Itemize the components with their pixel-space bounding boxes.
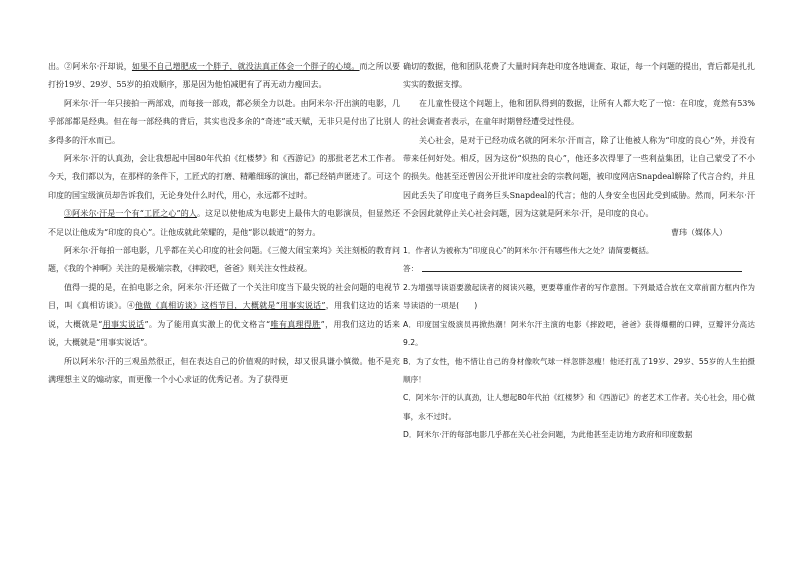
paragraph: 关心社会，是对于已经功成名就的阿米尔·汗而言，除了让他被人称为“印度的良心”外，并没有带来任何好处。相反，因为这份“炽热的良心”，他还多次得罪了一些利益集团，让自己蒙受了不小的损失。他甚至还曾因公开批评印度社会的宗教问题，被印度网店Snapdeal解除了代言合约，并且因此丢失了印度电子商务巨头Snapdeal的代言；他的人身安全也因此受到威胁。然而，阿米尔·汗不会因此就停止关心社会问题，因为这就是阿米尔·汗，是印度的良心。 <box>403 135 755 219</box>
option-d: D．阿米尔·汗的每部电影几乎都在关心社会问题，为此他甚至走访地方政府和印度数据 <box>403 430 693 440</box>
question-2: 2.为增强导读语要激起读者的阅读兴趣，更要尊重作者的写作意图。下列最适合放在文章前面方框内作为导读语的一项是( ) <box>403 282 755 311</box>
author-signature: 曹玮（媒体人） <box>671 227 727 237</box>
paragraph: 确切的数据，他和团队花费了大量时间奔赴印度各地调查、取证，每一个问题的提出，背后都是扎扎实实的数据支撑。 <box>403 62 755 90</box>
option-b: B．为了女性，他不惜让自己的身材像吹气球一样忽胖忽瘦！他还打乱了19岁、29岁、55岁的人生拍摄顺序！ <box>403 356 755 384</box>
paragraph: 值得一提的是，在拍电影之余，阿米尔·汗还做了一个关注印度当下最尖锐的社会问题的电视节目，叫《真相访谈》。④他做《真相访谈》这档节目，大概就是“用事实说话”，用我们这边的话来说，大概就是“用事实说话”。为了能用真实激上的优文格言“唯有真理得胜”，用我们这边的话来说，大概就是“用事实说话”。 <box>48 282 401 348</box>
paragraph: 所以阿米尔·汗的三观虽然很正，但在表达自己的价值观的时候，却又很具谦小慎微。他不是充满理想主义的煽动家，而更像一个小心求证的优秀记者。为了获得更 <box>48 356 400 384</box>
paragraph: 出。②阿米尔·汗却说，如果不自己增肥成一个胖子，就没法真正体会一个胖子的心境。而之所以要打扮19岁、29岁、55岁的拍戏顺序，那是因为他怕减肥有了再无动力瘦回去。 <box>48 62 401 90</box>
answer-blank[interactable] <box>422 262 742 272</box>
underlined-text: ③阿米尔·汗是一个有“工匠之心”的人 <box>64 209 197 219</box>
paragraph: 在儿童性侵这个问题上，他和团队得到的数据，让所有人都大吃了一惊：在印度，竟然有53%的社会调查者表示，在童年时期曾经遭受过性侵。 <box>403 98 755 127</box>
underlined-text: 用事实说话 <box>102 319 145 329</box>
underlined-text: 他做《真相访谈》这档节目，大概就是“用事实说话” <box>135 301 326 311</box>
paragraph: ③阿米尔·汗是一个有“工匠之心”的人。这足以使他成为电影史上最伟大的电影演员，但显然还不足以让他成为“印度的良心”。让他成就此荣耀的，是他“影以载道”的努力。 <box>48 209 400 237</box>
right-column <box>403 58 755 445</box>
answer-line: 答： <box>403 260 755 278</box>
underlined-text: 如果不自己增肥成一个胖子，就没法真正体会一个胖子的心境。 <box>131 62 360 71</box>
option-a: A．印度国宝级演员再掀热潮！阿米尔汗主演的电影《摔跤吧，爸爸》获得爆棚的口碑，豆瓣评分高达9.2。 <box>403 319 755 348</box>
option-c: C．阿米尔·汗的认真劲，让人想起80年代拍《红楼梦》和《西游记》的老艺术工作者。关心社会，用心做事，永不过时。 <box>403 393 755 421</box>
question-1: 1．作者认为被称为“印度良心”的阿米尔·汗有哪些伟大之处？请简要概括。 <box>403 246 654 256</box>
paragraph: 阿米尔·汗一年只接拍一两部戏，而每接一部戏，都必须全力以赴。由阿米尔·汗出演的电影，几乎部部都是经典。但在每一部经典的背后，其实也没多余的“奇迹”或天赋，无非只是付出了比别人多得多的汗水而已。 <box>48 98 400 145</box>
underlined-text: 唯有真理得胜 <box>270 319 321 329</box>
paragraph: 阿米尔·汗的认真劲，会让我想起中国80年代拍《红楼梦》和《西游记》的那批老艺术工作者。今天，我们都以为，在那样的条件下，工匠式的打磨、精雕细琢的演出，都已经销声匿迹了。可这个印度的国宝级演员却告诉我们，无论身处什么时代，用心，永远都不过时。 <box>48 154 400 200</box>
left-column <box>48 58 400 389</box>
paragraph: 阿米尔·汗每拍一部电影，几乎都在关心印度的社会问题。《三傻大闹宝莱坞》关注刻板的教育问题，《我的个神啊》关注的是极端宗教，《摔跤吧，爸爸》则关注女性歧视。 <box>48 246 400 274</box>
